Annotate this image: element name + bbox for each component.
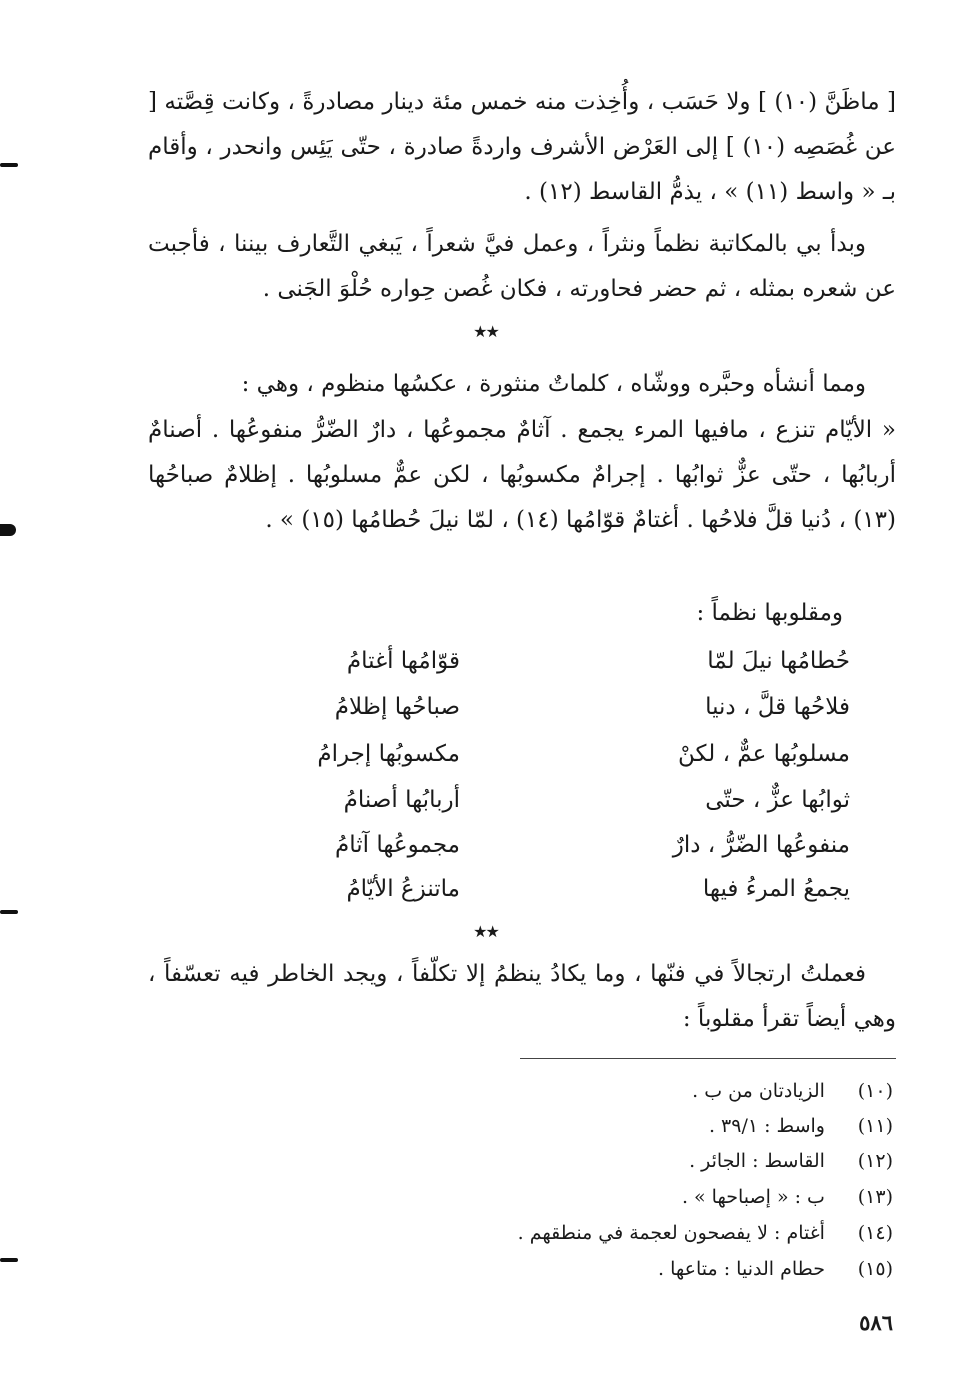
footnote: (١٤) أغتام : لا يفصحون لعجمة في منطقهم . — [517, 1222, 893, 1244]
footnote: (١٢) القاسط : الجائر . — [689, 1150, 893, 1172]
page-number: ٥٨٦ — [859, 1310, 893, 1335]
margin-mark — [0, 524, 16, 536]
margin-mark — [0, 163, 18, 167]
verse-line — [190, 694, 850, 738]
footnote: (١٥) حطام الدنيا : متاعها . — [658, 1258, 893, 1280]
margin-mark — [0, 910, 18, 914]
verse-first-hemistich: منفوعُها الضّرُّ ، دارٌ — [672, 832, 850, 858]
verse-second-hemistich: مكسوبُها إجرامُ — [317, 741, 460, 767]
verse-line — [190, 832, 850, 876]
verse-second-hemistich: أربابُها أصنامُ — [343, 787, 460, 813]
verse-line — [190, 648, 850, 692]
footnote: (١١) واسط : ٣٩/١ . — [708, 1115, 893, 1137]
verse-second-hemistich: مجموعُها آثامُ — [334, 832, 460, 858]
footnote: (١٣) ب : « إصباحها » . — [681, 1186, 893, 1208]
verse-second-hemistich: ماتنزعُ الأيّامُ — [346, 876, 460, 902]
verse-first-hemistich: مسلوبُها عمٌّ ، لكنْ — [678, 741, 850, 767]
prose-original: « الأيّام تنزع ، مافيها المرء يجمع . آثامٌ مجموعُها ، دارٌ الضّرُّ منفوعُها . أصنامٌ أربابُها ، حتّى عزٌّ ثوابُها . إجرامٌ مكسوبُها ، لكن عمٌّ مسلوبُها . إظلامٌ صباحُها (١٣) ، دُنيا قلَّ فلاحُها . أغتامٌ قوّامُها (١٤) ، لمّا نيلَ حُطامُها (١٥) » . — [148, 417, 896, 533]
verse-first-hemistich: حُطامُها نيلَ لمّا — [707, 648, 850, 674]
verse-second-hemistich: قوّامُها أغتامُ — [346, 648, 460, 674]
paragraph-2: وبدأ بي بالمكاتبة نظماً ونثراً ، وعمل فيَّ شعراً ، يَبغي التَّعارف بيننا ، فأجبت عن شعره بمثله ، ثم حضر فحاورته ، فكان غُصن حِواره حُلْوَ الجَنى . — [148, 231, 896, 302]
margin-mark — [0, 1258, 18, 1262]
paragraph-4: فعملتُ ارتجالاً في فنّها ، وما يكادُ ينظمُ إلا تكلّفاً ، ويجد الخاطر فيه تعسّفاً ، وهي أيضاً تقرأ مقلوباً : — [148, 961, 896, 1032]
verse-label: ومقلوبها نظماً : — [696, 600, 843, 626]
verse-line — [190, 876, 850, 920]
verse-first-hemistich: فلاحُها قلَّ ، دنيا — [705, 694, 850, 720]
verse-first-hemistich: ثوابُها عزٌّ ، حتّى — [705, 787, 850, 813]
section-separator: ★★ — [473, 322, 498, 341]
paragraph-3: ومما أنشأه وحبَّره ووشّاه ، كلماتٌ منثورة ، عكسُها منظوم ، وهي : — [241, 371, 866, 397]
paragraph-1: [ ماظَنَّ (١٠) ] ولا حَسَب ، وأُخِذت منه خمس مئة دينار مصادرةً ، وكانت قِصَّته [ عن غُصَصِه (١٠) ] إلى العَرْض الأشرف واردةً صادرة ، حتّى يَئِس وانحدر ، وأقام بـ « واسط (١١) » ، يذمُّ القاسط (١٢) . — [148, 89, 897, 205]
verse-first-hemistich: يجمعُ المرءُ فيها — [702, 876, 850, 902]
verse-line — [190, 787, 850, 831]
verse-line — [190, 741, 850, 785]
footnote: (١٠) الزيادتان من ب . — [692, 1080, 893, 1102]
section-separator: ★★ — [473, 922, 498, 941]
footnote-divider — [520, 1058, 896, 1059]
verse-second-hemistich: صباحُها إظلامُ — [334, 694, 460, 720]
